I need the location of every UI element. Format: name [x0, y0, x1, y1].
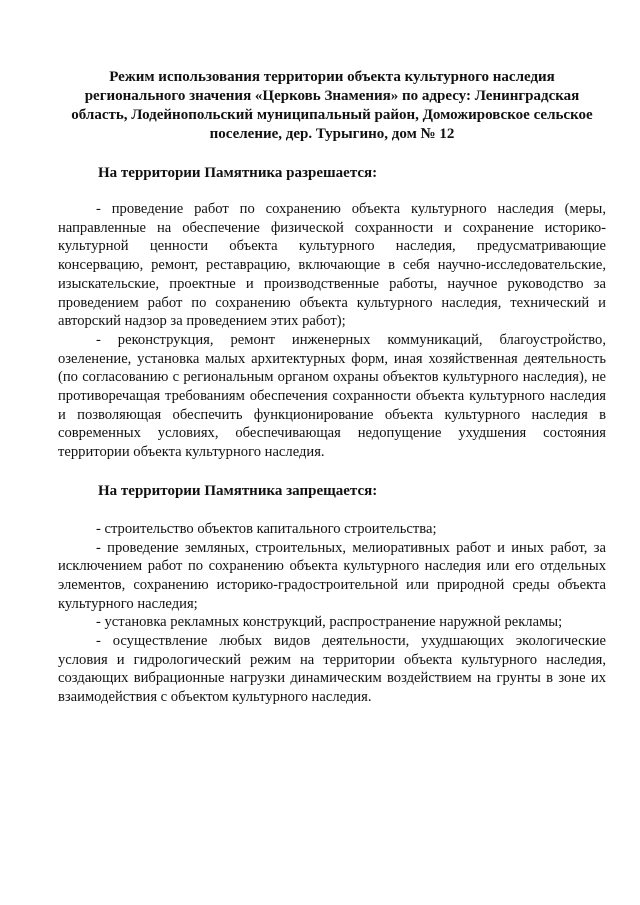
document-title: Режим использования территории объекта культурного наследия регионального значения «Церковь Знамения» по адресу: Ленинградская область, Лодейнопольский муниципальный район, Доможировское сельское поселение, дер. Турыгино, дом № 12 — [71, 69, 593, 142]
forbidden-item: - установка рекламных конструкций, распространение наружной рекламы; — [96, 614, 563, 631]
allowed-list — [58, 200, 606, 462]
allowed-item: - проведение работ по сохранению объекта культурного наследия (меры, направленные на обеспечение физической сохранности и сохранение историко-культурной ценности объекта культурного наследия, предусматривающие консервацию, ремонт, реставрацию, включающие в себя научно-исследовательские, изыскательские, проектные и производственные работы, научное руководство за проведением работ по сохранению объекта культурного наследия, технический и авторский надзор за проведением этих работ); — [58, 201, 606, 330]
forbidden-list — [58, 520, 606, 707]
forbidden-item: - строительство объектов капитального строительства; — [96, 520, 437, 537]
forbidden-item: - проведение земляных, строительных, мелиоративных работ и иных работ, за исключением работ по сохранению объекта культурного наследия или его отдельных элементов, сохранению историко-градостроительной или природной среды объекта культурного наследия; — [58, 539, 606, 612]
allowed-heading: На территории Памятника разрешается: — [98, 165, 378, 181]
allowed-item: - реконструкция, ремонт инженерных коммуникаций, благоустройство, озеленение, установка малых архитектурных форм, иная хозяйственная деятельность (по согласованию с региональным органом охраны объектов культурного наследия), не противоречащая требованиям обеспечения сохранности объекта культурного наследия и позволяющая обеспечить функционирование объекта культурного наследия в современных условиях, обеспечивающая недопущение ухудшения состояния территории объекта культурного наследия. — [58, 331, 606, 461]
forbidden-item: - осуществление любых видов деятельности, ухудшающих экологические условия и гидрологический режим на территории объекта культурного наследия, создающих вибрационные нагрузки динамическим воздействием на грунты в зоне их взаимодействия с объектом культурного наследия. — [58, 633, 606, 706]
forbidden-heading: На территории Памятника запрещается: — [98, 482, 378, 499]
